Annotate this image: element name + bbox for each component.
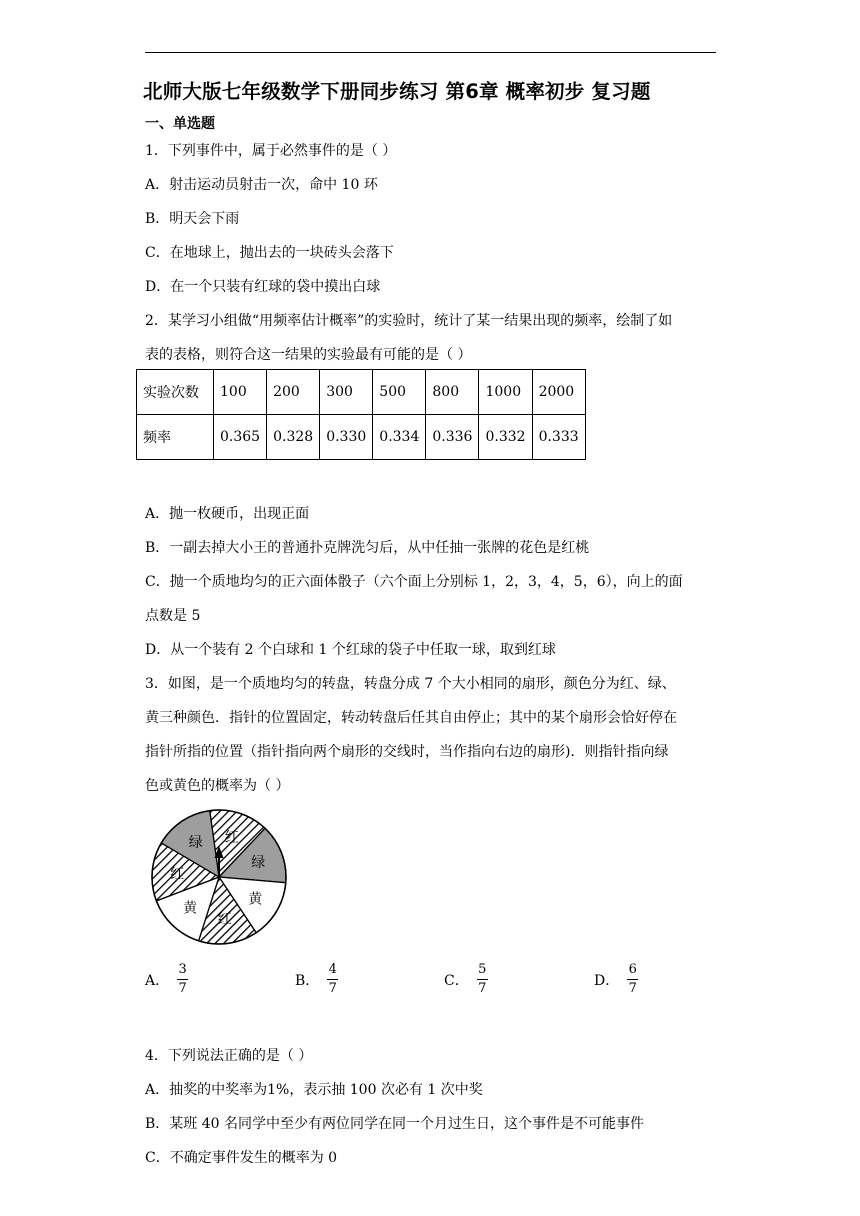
spinner-figure bbox=[148, 806, 290, 948]
q1-option-b: B．明天会下雨 bbox=[145, 211, 240, 227]
section-heading: 一、单选题 bbox=[145, 116, 215, 132]
table-cell-frequency: 0.332 bbox=[479, 415, 532, 460]
q3-stem-line1: 3．如图，是一个质地均匀的转盘，转盘分成 7 个大小相同的扇形，颜色分为红、绿、 bbox=[145, 676, 676, 692]
spinner-sector-label: 黄 bbox=[183, 900, 198, 917]
top-rule bbox=[145, 52, 716, 53]
fraction-bar bbox=[477, 979, 488, 980]
page-title: 北师大版七年级数学下册同步练习 第6章 概率初步 复习题 bbox=[143, 80, 651, 103]
table-header-frequency: 频率 bbox=[137, 415, 214, 460]
q3-stem-line4: 色或黄色的概率为（ ） bbox=[145, 778, 290, 794]
q3-option-d-label: D． bbox=[594, 972, 620, 989]
q1-option-c: C．在地球上，抛出去的一块砖头会落下 bbox=[145, 245, 394, 261]
fraction-denominator: 7 bbox=[628, 981, 637, 996]
q3-option-b-fraction bbox=[327, 962, 338, 997]
fraction-bar bbox=[177, 979, 188, 980]
table-cell-frequency: 0.334 bbox=[373, 415, 426, 460]
q1-stem: 1．下列事件中，属于必然事件的是（ ） bbox=[145, 143, 397, 159]
fraction-denominator: 7 bbox=[178, 981, 187, 996]
q3-option-a-fraction bbox=[177, 962, 188, 997]
q3-stem-line3: 指针所指的位置（指针指向两个扇形的交线时，当作指向右边的扇形)．则指针指向绿 bbox=[145, 744, 669, 760]
q3-option-c-fraction bbox=[477, 962, 488, 997]
q1-option-d: D．在一个只装有红球的袋中摸出白球 bbox=[145, 279, 381, 295]
spinner-sector-label: 红 bbox=[217, 911, 232, 928]
fraction-numerator: 5 bbox=[478, 962, 487, 977]
q2-option-a: A．抛一枚硬币，出现正面 bbox=[145, 506, 310, 522]
table-header-trials: 实验次数 bbox=[137, 370, 214, 415]
q2-stem-line2: 表的表格，则符合这一结果的实验最有可能的是（ ） bbox=[145, 347, 472, 363]
spinner-sector-label: 红 bbox=[224, 830, 239, 846]
spinner-sector-label: 绿 bbox=[251, 855, 266, 871]
q3-option-c bbox=[444, 962, 488, 997]
table-cell-trial: 100 bbox=[214, 370, 267, 415]
spinner-sector-label: 黄 bbox=[248, 891, 263, 908]
fraction-denominator: 7 bbox=[478, 981, 487, 996]
q3-option-a-label: A． bbox=[145, 972, 170, 989]
table-cell-frequency: 0.365 bbox=[214, 415, 267, 460]
table-row-trials bbox=[137, 370, 586, 415]
table-cell-frequency: 0.333 bbox=[532, 415, 585, 460]
fraction-bar bbox=[327, 979, 338, 980]
fraction-bar bbox=[627, 979, 638, 980]
table-cell-trial: 500 bbox=[373, 370, 426, 415]
fraction-denominator: 7 bbox=[328, 981, 337, 996]
table-row-frequency bbox=[137, 415, 586, 460]
table-cell-trial: 1000 bbox=[479, 370, 532, 415]
fraction-numerator: 4 bbox=[328, 962, 337, 977]
table-cell-frequency: 0.336 bbox=[426, 415, 479, 460]
table-cell-trial: 300 bbox=[320, 370, 373, 415]
q4-option-a: A．抽奖的中奖率为1%，表示抽 100 次必有 1 次中奖 bbox=[145, 1082, 483, 1098]
table-cell-trial: 2000 bbox=[532, 370, 585, 415]
q3-option-c-label: C． bbox=[444, 972, 469, 989]
table-cell-trial: 200 bbox=[267, 370, 320, 415]
q3-option-a bbox=[145, 962, 188, 997]
q2-option-c-line1: C．抛一个质地均匀的正六面体骰子（六个面上分别标 1，2，3，4，5，6），向上的面 bbox=[145, 574, 683, 590]
q3-option-d bbox=[594, 962, 638, 997]
q3-option-b bbox=[295, 962, 338, 997]
q4-stem: 4．下列说法正确的是（ ） bbox=[145, 1048, 313, 1064]
q4-option-b: B．某班 40 名同学中至少有两位同学在同一个月过生日，这个事件是不可能事件 bbox=[145, 1116, 645, 1132]
q4-option-c: C．不确定事件发生的概率为 0 bbox=[145, 1150, 338, 1166]
q2-option-b: B．一副去掉大小王的普通扑克牌洗匀后，从中任抽一张牌的花色是红桃 bbox=[145, 540, 590, 556]
q3-option-b-label: B． bbox=[295, 972, 320, 989]
table-cell-trial: 800 bbox=[426, 370, 479, 415]
fraction-numerator: 6 bbox=[628, 962, 637, 977]
fraction-numerator: 3 bbox=[178, 962, 187, 977]
q3-stem-line2: 黄三种颜色．指针的位置固定，转动转盘后任其自由停止；其中的某个扇形会恰好停在 bbox=[145, 710, 677, 726]
table-cell-frequency: 0.330 bbox=[320, 415, 373, 460]
spinner-sector-label: 绿 bbox=[188, 835, 203, 852]
frequency-table bbox=[136, 369, 586, 460]
q2-stem-line1: 2．某学习小组做“用频率估计概率”的实验时，统计了某一结果出现的频率，绘制了如 bbox=[145, 313, 673, 329]
q2-option-d: D．从一个装有 2 个白球和 1 个红球的袋子中任取一球，取到红球 bbox=[145, 642, 556, 658]
q1-option-a: A．射击运动员射击一次，命中 10 环 bbox=[145, 177, 378, 193]
spinner-sector-label: 红 bbox=[170, 866, 185, 883]
table-cell-frequency: 0.328 bbox=[267, 415, 320, 460]
q2-option-c-line2: 点数是 5 bbox=[145, 608, 201, 624]
q3-option-d-fraction bbox=[627, 962, 638, 997]
